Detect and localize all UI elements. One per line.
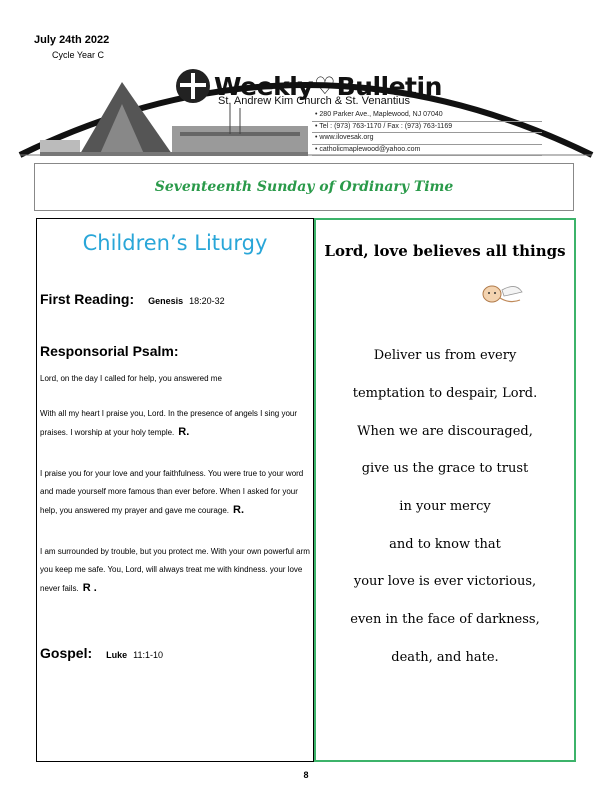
sunday-title-box [34, 163, 574, 211]
prayer-panel [314, 218, 576, 762]
prayer-line-3: When we are discouraged, [357, 424, 533, 439]
contact-phone: • Tel : (973) 763-1170 / Fax : (973) 763-1169 [312, 122, 542, 134]
prayer-heading: Lord, love believes all things [324, 242, 566, 260]
sunday-title: Seventeenth Sunday of Ordinary Time [154, 179, 454, 195]
psalm-verse-1: With all my heart I praise you, Lord. In the presence of angels I sing your praises. I worship at your holy temple. R. [40, 409, 298, 438]
page-number: 8 [303, 770, 309, 780]
heart-icon: ♡ [314, 72, 336, 100]
logo-word-bulletin: Bulletin [336, 71, 442, 101]
contact-address: • 280 Parker Ave., Maplewood, NJ 07040 [312, 110, 542, 122]
childrens-liturgy-panel [36, 218, 314, 762]
prayer-line-2: temptation to despair, Lord. [352, 386, 538, 401]
childrens-liturgy-heading: Children’s Liturgy [82, 231, 268, 255]
cycle-year: Cycle Year C [52, 50, 105, 60]
cross-logo-icon [176, 69, 210, 103]
psalm-response: Lord, on the day I called for help, you answered me [40, 374, 222, 383]
response-mark: R . [82, 582, 97, 594]
first-reading: First Reading: Genesis 18:20-32 [40, 291, 225, 307]
prayer-line-7: your love is ever victorious, [353, 574, 537, 589]
psalm-verse-3: I am surrounded by trouble, but you protect me. With your own powerful arm you keep me safe. You, Lord, will always treat me with kindness. your love never fails. R . [40, 547, 310, 594]
angel-icon [476, 280, 526, 308]
gospel: Gospel: Luke 11:1-10 [40, 645, 163, 661]
psalm-verse-2: I praise you for your love and your faithfulness. You were true to your word and made yourself more famous than ever before. When I asked for your help, you answered my prayer and gave me courage. R. [40, 469, 304, 516]
first-reading-ref: 18:20-32 [189, 296, 225, 306]
logo-word-weekly: Weekly [214, 71, 314, 101]
contact-email[interactable]: • catholicmaplewood@yahoo.com [312, 145, 542, 157]
prayer-line-4: give us the grace to trust [361, 461, 529, 476]
prayer-line-5: in your mercy [399, 499, 491, 514]
gospel-ref: 11:1-10 [133, 650, 163, 660]
prayer-line-9: death, and hate. [391, 650, 499, 665]
response-mark: R. [178, 426, 190, 438]
contact-info [312, 110, 542, 156]
gospel-book: Luke [106, 650, 128, 660]
contact-website[interactable]: • www.ilovesak.org [312, 133, 542, 145]
bulletin-date: July 24th 2022 [34, 34, 110, 46]
response-mark: R. [233, 504, 244, 516]
prayer-line-6: and to know that [389, 537, 501, 552]
psalm-heading: Responsorial Psalm: [40, 343, 179, 359]
first-reading-book: Genesis [148, 296, 184, 306]
prayer-line-8: even in the face of darkness, [350, 612, 540, 627]
parish-name: St. Andrew Kim Church & St. Venantius [218, 95, 410, 107]
prayer-line-1: Deliver us from every [373, 348, 517, 363]
